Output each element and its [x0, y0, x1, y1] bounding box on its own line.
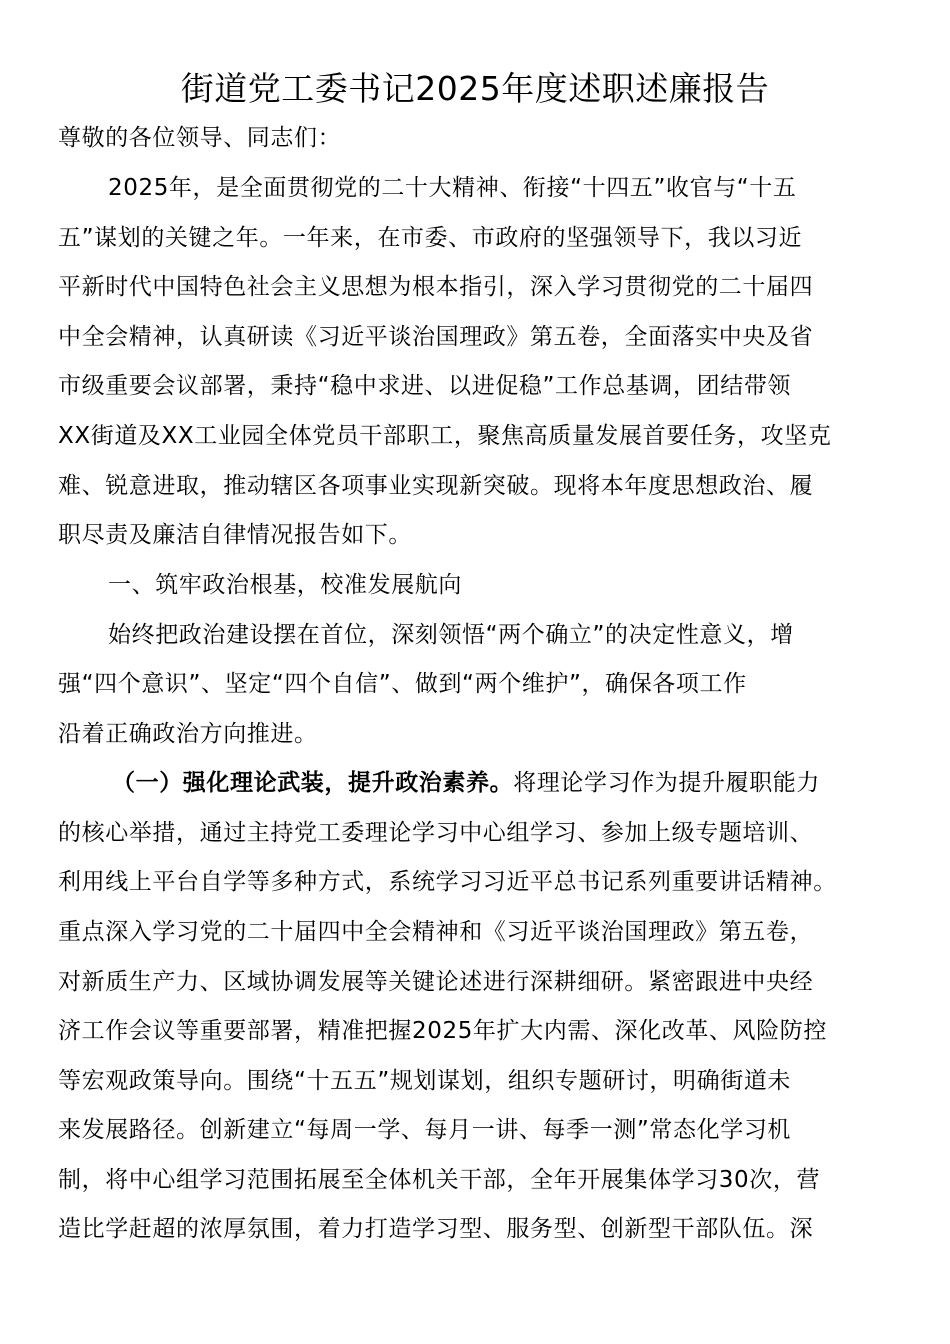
- subsection-first-line: [112, 768, 950, 798]
- subsection-heading: （一）强化理论武装，提升政治素养。: [112, 770, 514, 796]
- paragraph-line: 市级重要会议部署，秉持“稳中求进、以进促稳”工作总基调，团结带领: [58, 373, 792, 399]
- paragraph-line: 制，将中心组学习范围拓展至全体机关干部，全年开展集体学习30次，营: [58, 1167, 821, 1193]
- paragraph-line: XX街道及XX工业园全体党员干部职工，聚焦高质量发展首要任务，攻坚克: [58, 423, 832, 449]
- paragraph-line: 平新时代中国特色社会主义思想为根本指引，深入学习贯彻党的二十届四: [58, 274, 814, 300]
- paragraph-line: 济工作会议等重要部署，精准把握2025年扩大内需、深化改革、风险防控: [58, 1018, 827, 1044]
- document-title: 街道党工委书记2025年度述职述廉报告: [180, 69, 770, 108]
- paragraph-line: 重点深入学习党的二十届四中全会精神和《习近平谈治国理政》第五卷，: [58, 919, 814, 945]
- paragraph-line: 2025年，是全面贯彻党的二十大精神、衔接“十四五”收官与“十五: [108, 175, 797, 201]
- paragraph-line: 利用线上平台自学等多种方式，系统学习习近平总书记系列重要讲话精神。: [58, 869, 837, 895]
- paragraph-line: 造比学赶超的浓厚氛围，着力打造学习型、服务型、创新型干部队伍。深: [58, 1216, 814, 1242]
- paragraph-line: 职尽责及廉洁自律情况报告如下。: [58, 522, 412, 548]
- paragraph-line: 始终把政治建设摆在首位，深刻领悟“两个确立”的决定性意义，增: [108, 622, 794, 648]
- paragraph-line: 五”谋划的关键之年。一年来，在市委、市政府的坚强领导下，我以习近: [58, 225, 803, 251]
- paragraph-line: 难、锐意进取，推动辖区各项事业实现新突破。现将本年度思想政治、履: [58, 473, 814, 499]
- subsection-text: 将理论学习作为提升履职能力: [513, 770, 821, 796]
- paragraph-line: 等宏观政策导向。围绕“十五五”规划谋划，组织专题研讨，明确街道未: [58, 1068, 792, 1094]
- paragraph-line: 强“四个意识”、坚定“四个自信”、做到“两个维护”，确保各项工作: [58, 671, 747, 697]
- paragraph-line: 中全会精神，认真研读《习近平谈治国理政》第五卷，全面落实中央及省: [58, 324, 814, 350]
- section-heading: 一、筑牢政治根基，校准发展航向: [108, 572, 462, 598]
- paragraph-line: 沿着正确政治方向推进。: [58, 721, 318, 747]
- greeting: 尊敬的各位领导、同志们：: [58, 125, 342, 151]
- paragraph-line: 来发展路径。创新建立“每周一学、每月一讲、每季一测”常态化学习机: [58, 1117, 792, 1143]
- paragraph-line: 的核心举措，通过主持党工委理论学习中心组学习、参加上级专题培训、: [58, 820, 814, 846]
- paragraph-line: 对新质生产力、区域协调发展等关键论述进行深耕细研。紧密跟进中央经: [58, 969, 814, 995]
